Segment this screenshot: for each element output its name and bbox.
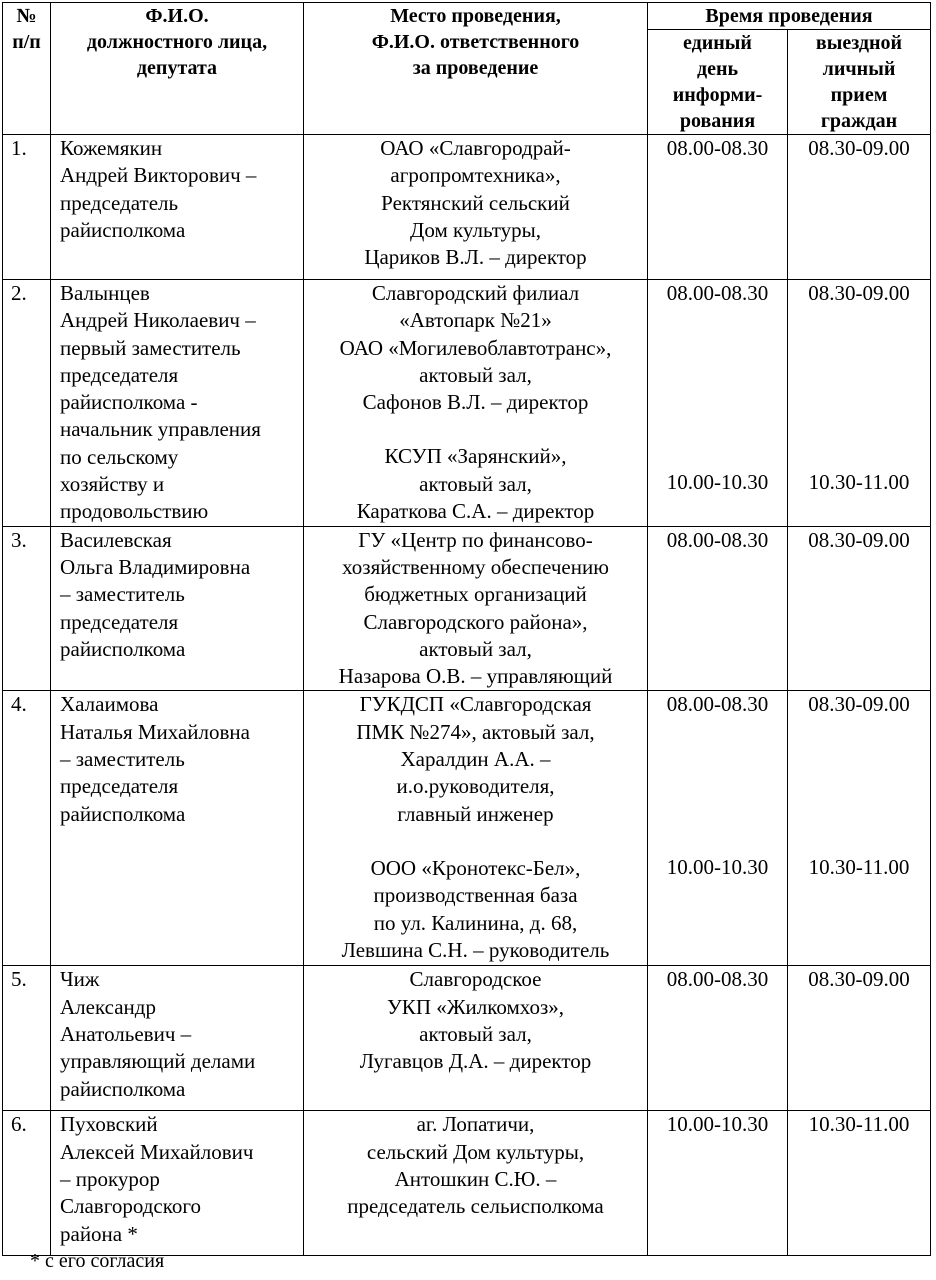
header-place: Место проведения, Ф.И.О. ответственного за проведение xyxy=(304,3,648,135)
venue: Славгородский филиал «Автопарк №21» ОАО «Могилевоблавтотранс», актовый зал, Сафонов В.Л. – директор КСУП «Зарянский», актовый зал, Караткова С.А. – директор xyxy=(304,280,648,527)
official-name: Василевская Ольга Владимировна – заместитель председателя райисполкома xyxy=(51,526,304,691)
official-name: Валынцев Андрей Николаевич – первый заместитель председателя райисполкома - начальник управления по сельскому хозяйству и продовольствию xyxy=(51,280,304,527)
single-day-time: 08.00-08.30 10.00-10.30 xyxy=(648,691,788,966)
table-row xyxy=(3,526,931,691)
single-day-time: 10.00-10.30 xyxy=(648,1111,788,1256)
table-row xyxy=(3,1111,931,1256)
official-name: Чиж Александр Анатольевич – управляющий делами райисполкома xyxy=(51,966,304,1111)
header-fio: Ф.И.О. должностного лица, депутата xyxy=(51,3,304,135)
header-single-day: единый день информи- рования xyxy=(648,30,788,135)
table-row xyxy=(3,280,931,527)
official-name: Халаимова Наталья Михайловна – заместитель председателя райисполкома xyxy=(51,691,304,966)
single-day-time: 08.00-08.30 xyxy=(648,135,788,280)
table-row xyxy=(3,966,931,1111)
table-row xyxy=(3,135,931,280)
venue: ГУ «Центр по финансово- хозяйственному обеспечению бюджетных организаций Славгородского района», актовый зал, Назарова О.В. – управляющий xyxy=(304,526,648,691)
reception-time: 08.30-09.00 xyxy=(788,526,931,691)
reception-time: 10.30-11.00 xyxy=(788,1111,931,1256)
table-row xyxy=(3,691,931,966)
schedule-table xyxy=(2,2,931,1256)
venue: ОАО «Славгородрай- агропромтехника», Ректянский сельский Дом культуры, Цариков В.Л. – директор xyxy=(304,135,648,280)
reception-time: 08.30-09.00 xyxy=(788,135,931,280)
row-number: 5. xyxy=(3,966,51,1111)
reception-time: 08.30-09.00 xyxy=(788,966,931,1111)
single-day-time: 08.00-08.30 xyxy=(648,526,788,691)
header-reception: выездной личный прием граждан xyxy=(788,30,931,135)
venue: аг. Лопатичи, сельский Дом культуры, Антошкин С.Ю. – председатель сельисполкома xyxy=(304,1111,648,1256)
row-number: 3. xyxy=(3,526,51,691)
venue: Славгородское УКП «Жилкомхоз», актовый зал, Лугавцов Д.А. – директор xyxy=(304,966,648,1111)
venue: ГУКДСП «Славгородская ПМК №274», актовый зал, Харалдин А.А. – и.о.руководителя, главный инженер ООО «Кронотекс-Бел», производственная база по ул. Калинина, д. 68, Левшина С.Н. – руководитель xyxy=(304,691,648,966)
single-day-time: 08.00-08.30 xyxy=(648,966,788,1111)
footnote: * с его согласия xyxy=(30,1250,165,1272)
header-time: Время проведения xyxy=(648,3,931,30)
official-name: Пуховский Алексей Михайлович – прокурор Славгородского района * xyxy=(51,1111,304,1256)
single-day-time: 08.00-08.30 10.00-10.30 xyxy=(648,280,788,527)
official-name: Кожемякин Андрей Викторович – председатель райисполкома xyxy=(51,135,304,280)
reception-time: 08.30-09.00 10.30-11.00 xyxy=(788,691,931,966)
row-number: 2. xyxy=(3,280,51,527)
row-number: 1. xyxy=(3,135,51,280)
row-number: 6. xyxy=(3,1111,51,1256)
reception-time: 08.30-09.00 10.30-11.00 xyxy=(788,280,931,527)
row-number: 4. xyxy=(3,691,51,966)
header-num: № п/п xyxy=(3,3,51,135)
